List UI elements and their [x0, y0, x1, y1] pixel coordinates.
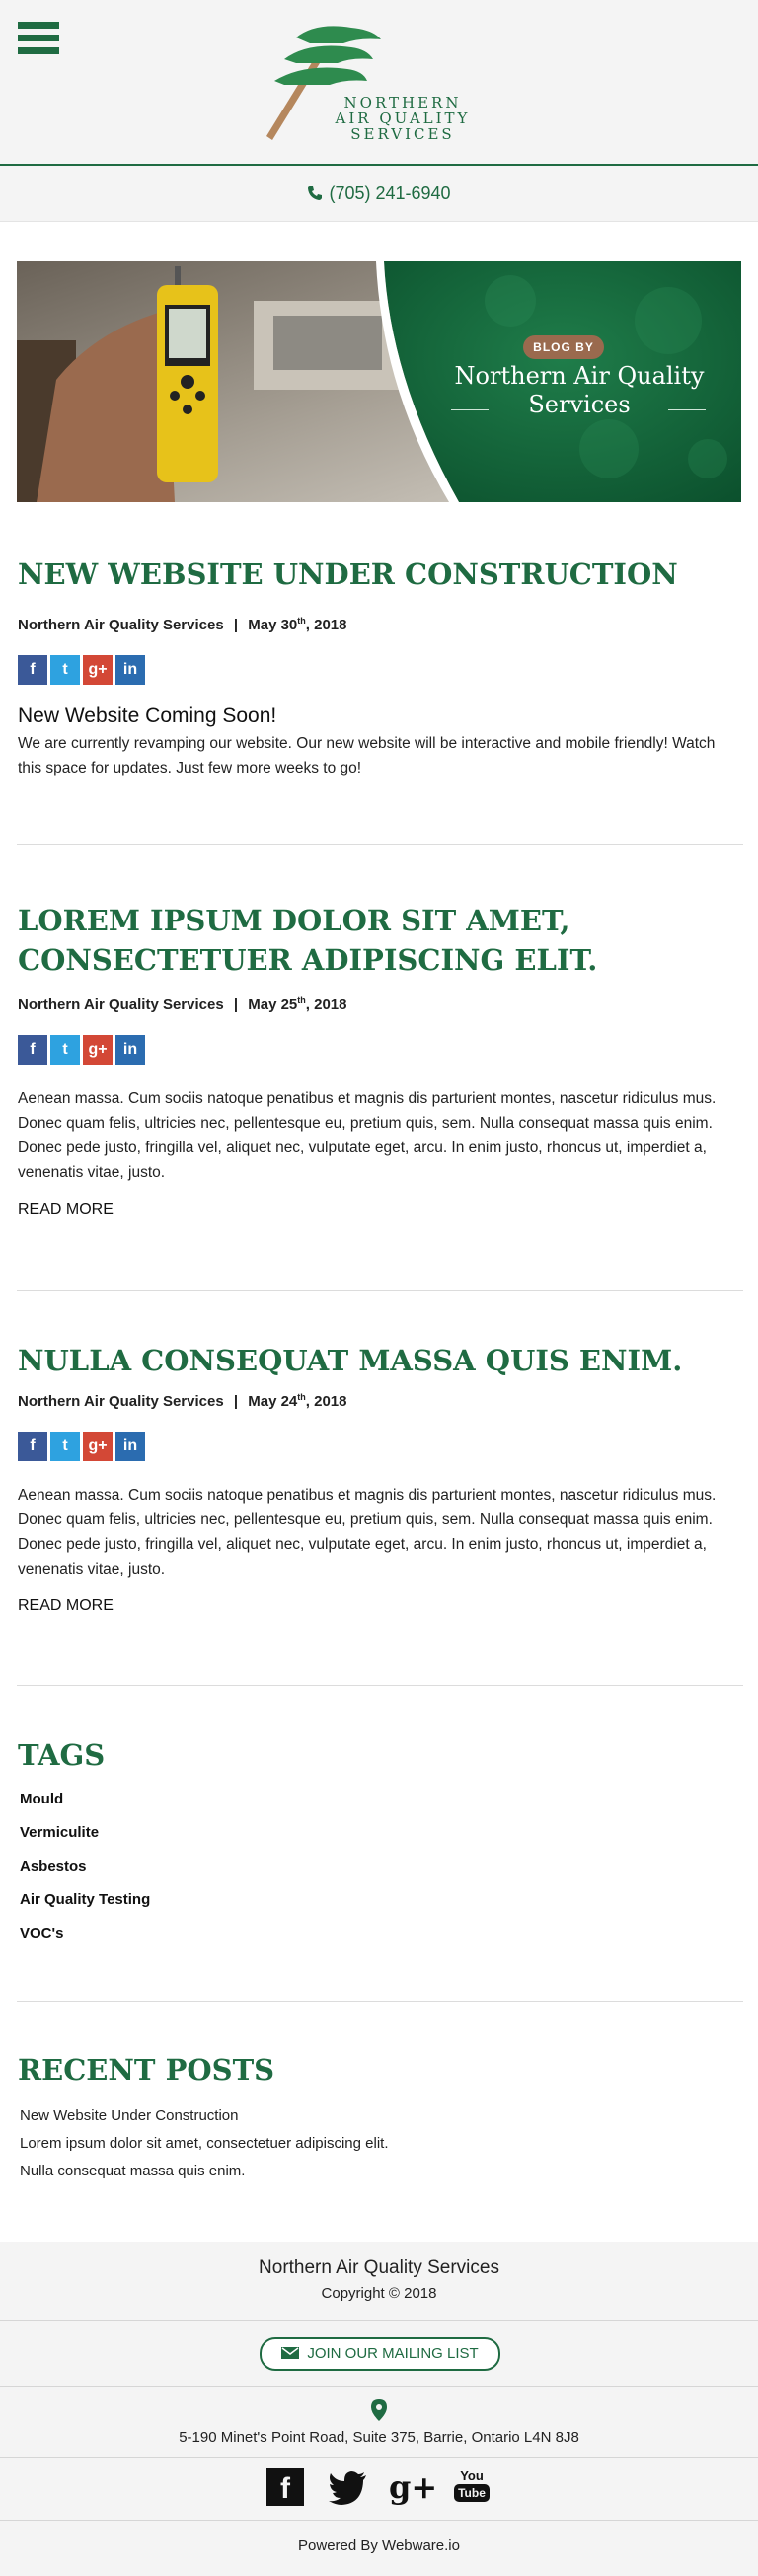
blog-badge [523, 335, 604, 359]
facebook-icon-glyph: f [280, 2472, 290, 2505]
google-plus-share-icon[interactable]: g+ [83, 1432, 113, 1461]
post-title-line: NULLA CONSEQUAT MASSA QUIS ENIM. [18, 1344, 683, 1377]
post-meta [18, 616, 742, 633]
logo-line: NORTHERN [343, 94, 462, 111]
post-date: May 24 [248, 1393, 298, 1410]
hero-title-line: Services [528, 391, 631, 418]
blog-post [18, 901, 742, 1218]
google-plus-icon-glyph: g+ [389, 2468, 438, 2506]
site-logo[interactable] [257, 20, 513, 148]
section-divider [17, 2001, 743, 2002]
twitter-share-icon[interactable]: t [50, 655, 80, 685]
powered-by-text: Powered By Webware.io [298, 2538, 460, 2554]
recent-post-link[interactable]: Nulla consequat massa quis enim. [20, 2163, 246, 2179]
post-body: Aenean massa. Cum sociis natoque penatibus et magnis dis parturient montes, nascetur ridiculus mus. Donec quam felis, ultricies nec, pellentesque eu, pretium quis, sem. Nulla consequat massa quis enim. Donec pede justo, fringilla vel, aliquet nec, vulputate eget, arcu. In enim justo, rhoncus ut, imperdiet a, venenatis vitae, justo. [18, 1487, 717, 1578]
footer-divider [0, 2320, 758, 2321]
youtube-icon[interactable] [454, 2468, 490, 2506]
post-title-line: LOREM IPSUM DOLOR SIT AMET, [18, 904, 570, 937]
post-date: May 25 [248, 996, 298, 1013]
post-body: Aenean massa. Cum sociis natoque penatibus et magnis dis parturient montes, nascetur ridiculus mus. Donec quam felis, ultricies nec, pellentesque eu, pretium quis, sem. Nulla consequat massa quis enim. Donec pede justo, fringilla vel, aliquet nec, vulputate eget, arcu. In enim justo, rhoncus ut, imperdiet a, venenatis vitae, justo. [18, 1090, 717, 1181]
post-title-line: NEW WEBSITE UNDER CONSTRUCTION [18, 557, 678, 591]
youtube-icon-top: You [460, 2468, 484, 2483]
logo-text [284, 95, 521, 142]
share-buttons [18, 655, 742, 685]
logo-line: SERVICES [350, 125, 455, 143]
meta-separator: | [233, 996, 239, 1013]
logo-line: AIR QUALITY [335, 110, 471, 127]
post-title-line: CONSECTETUER ADIPISCING ELIT. [18, 943, 598, 977]
facebook-share-icon[interactable]: f [18, 1432, 47, 1461]
mailing-list-button[interactable] [260, 2337, 500, 2371]
recent-posts-title: RECENT POSTS [18, 2053, 275, 2087]
meta-separator: | [233, 617, 239, 633]
hero-decorative-line [451, 409, 489, 410]
twitter-share-icon[interactable]: t [50, 1035, 80, 1065]
menu-icon[interactable] [18, 22, 59, 61]
post-title[interactable] [18, 1341, 742, 1380]
tag-link[interactable]: Vermiculite [20, 1824, 100, 1841]
phone-icon [307, 185, 323, 201]
tag-link[interactable]: Mould [20, 1791, 64, 1807]
mailing-list-label: JOIN OUR MAILING LIST [307, 2345, 479, 2362]
post-body: We are currently revamping our website. Our new website will be interactive and mobile friendly! Watch this space for updates. Just few more weeks to go! [18, 735, 716, 776]
facebook-icon[interactable] [266, 2468, 304, 2506]
post-meta [18, 995, 742, 1013]
post-date-suffix: th [297, 995, 306, 1005]
footer-divider [0, 2457, 758, 2458]
menu-bar [18, 22, 59, 29]
meta-separator: | [233, 1393, 239, 1410]
hero-title-line: Northern Air Quality [454, 362, 705, 390]
site-header [0, 0, 758, 166]
share-buttons [18, 1432, 742, 1461]
linkedin-share-icon[interactable]: in [115, 655, 145, 685]
recent-post-link[interactable]: New Website Under Construction [20, 2107, 239, 2124]
read-more-link[interactable]: READ MORE [18, 1597, 114, 1614]
footer-company: Northern Air Quality Services [259, 2257, 499, 2278]
post-date-suffix: th [297, 1392, 306, 1402]
post-date-year: , 2018 [305, 1393, 347, 1410]
google-plus-share-icon[interactable]: g+ [83, 655, 113, 685]
powered-by[interactable] [0, 2538, 758, 2554]
footer-copyright: Copyright © 2018 [321, 2285, 437, 2302]
blog-badge-text: BLOG BY [533, 340, 594, 354]
menu-bar [18, 47, 59, 54]
section-divider [17, 844, 743, 845]
section-divider [17, 1685, 743, 1686]
read-more-wrap [18, 1595, 742, 1615]
post-author: Northern Air Quality Services [18, 1393, 224, 1410]
footer-divider [0, 2386, 758, 2387]
post-author: Northern Air Quality Services [18, 617, 224, 633]
site-footer [0, 2242, 758, 2576]
post-title[interactable] [18, 554, 742, 594]
post-title[interactable] [18, 901, 742, 980]
tag-link[interactable]: Air Quality Testing [20, 1891, 151, 1908]
post-subheading: New Website Coming Soon! [18, 704, 277, 727]
facebook-share-icon[interactable]: f [18, 655, 47, 685]
recent-post-link[interactable]: Lorem ipsum dolor sit amet, consectetuer adipiscing elit. [20, 2135, 389, 2152]
twitter-icon[interactable] [328, 2471, 367, 2505]
location-pin-icon [371, 2399, 387, 2421]
phone-link[interactable] [307, 184, 450, 203]
google-plus-share-icon[interactable]: g+ [83, 1035, 113, 1065]
tags-title: TAGS [18, 1738, 106, 1772]
footer-divider [0, 2520, 758, 2521]
blog-post [18, 554, 742, 780]
linkedin-share-icon[interactable]: in [115, 1035, 145, 1065]
envelope-icon [281, 2347, 299, 2359]
section-divider [17, 1290, 743, 1291]
read-more-link[interactable]: READ MORE [18, 1201, 114, 1217]
phone-number: (705) 241-6940 [329, 184, 451, 203]
post-date-year: , 2018 [305, 996, 347, 1013]
tag-link[interactable]: VOC's [20, 1925, 64, 1942]
tag-link[interactable]: Asbestos [20, 1858, 87, 1875]
post-date-suffix: th [297, 616, 306, 626]
read-more-wrap [18, 1199, 742, 1218]
phone-bar [0, 166, 758, 222]
menu-bar [18, 35, 59, 41]
hero-decorative-line [668, 409, 706, 410]
share-buttons [18, 1035, 742, 1065]
google-plus-icon[interactable] [389, 2466, 438, 2508]
twitter-share-icon[interactable]: t [50, 1432, 80, 1461]
post-author: Northern Air Quality Services [18, 996, 224, 1013]
post-date-year: , 2018 [305, 617, 347, 633]
linkedin-share-icon[interactable]: in [115, 1432, 145, 1461]
footer-social-links [266, 2466, 493, 2510]
blog-hero-banner [17, 261, 741, 502]
hero-title [431, 362, 727, 419]
youtube-icon-bottom: Tube [454, 2484, 490, 2502]
post-meta [18, 1392, 742, 1410]
footer-address: 5-190 Minet's Point Road, Suite 375, Barrie, Ontario L4N 8J8 [179, 2429, 579, 2446]
facebook-share-icon[interactable]: f [18, 1035, 47, 1065]
blog-post [18, 1341, 742, 1615]
post-date: May 30 [248, 617, 298, 633]
